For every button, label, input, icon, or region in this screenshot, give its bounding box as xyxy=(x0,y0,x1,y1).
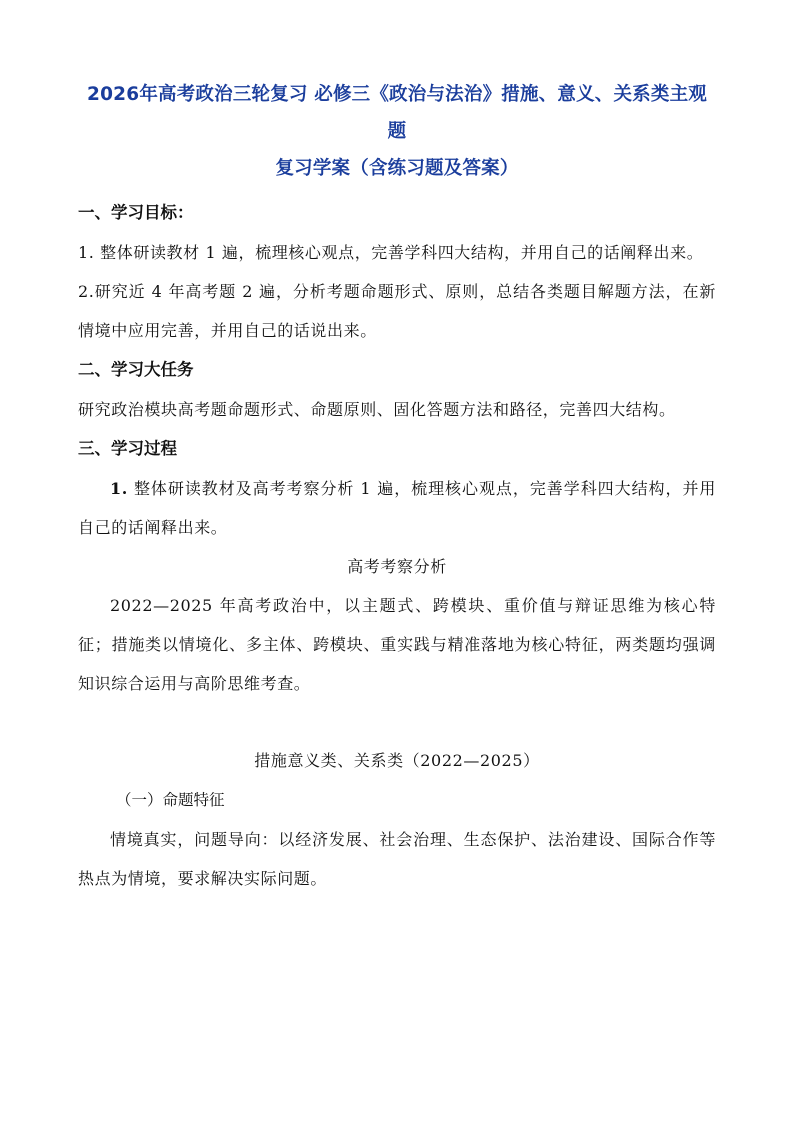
learning-goal-1: 1. 整体研读教材 1 遍，梳理核心观点，完善学科四大结构，并用自己的话阐释出来。 xyxy=(78,243,704,262)
feature-heading: （一）命题特征 xyxy=(116,791,225,809)
process-item-1-text: 整体研读教材及高考考察分析 1 遍，梳理核心观点，完善学科四大结构，并用自己的话阐释出来。 xyxy=(78,479,716,537)
main-task-text: 研究政治模块高考题命题形式、命题原则、固化答题方法和路径，完善四大结构。 xyxy=(78,400,676,419)
section-heading-learning-goals: 一、学习目标： xyxy=(78,203,194,222)
category-title: 措施意义类、关系类（2022—2025） xyxy=(254,751,540,770)
process-item-1 xyxy=(78,469,716,547)
document-title-line-2: 复习学案（含练习题及答案） xyxy=(275,158,519,179)
section-heading-learning-process: 三、学习过程 xyxy=(78,439,177,458)
feature-paragraph: 情境真实，问题导向：以经济发展、社会治理、生态保护、法治建设、国际合作等热点为情境，要求解决实际问题。 xyxy=(78,830,716,888)
analysis-title: 高考考察分析 xyxy=(347,557,447,576)
analysis-paragraph: 2022—2025 年高考政治中，以主题式、跨模块、重价值与辩证思维为核心特征；措施类以情境化、多主体、跨模块、重实践与精准落地为核心特征，两类题均强调知识综合运用与高阶思维考查。 xyxy=(78,596,716,693)
document-title-line-1: 2026年高考政治三轮复习 必修三《政治与法治》措施、意义、关系类主观题 xyxy=(87,84,707,142)
learning-goal-2: 2.研究近 4 年高考题 2 遍，分析考题命题形式、原则，总结各类题目解题方法，在新情境中应用完善，并用自己的话说出来。 xyxy=(78,282,716,340)
section-heading-main-task: 二、学习大任务 xyxy=(78,360,194,379)
process-item-1-number: 1. xyxy=(110,479,128,498)
spacer xyxy=(78,703,716,741)
